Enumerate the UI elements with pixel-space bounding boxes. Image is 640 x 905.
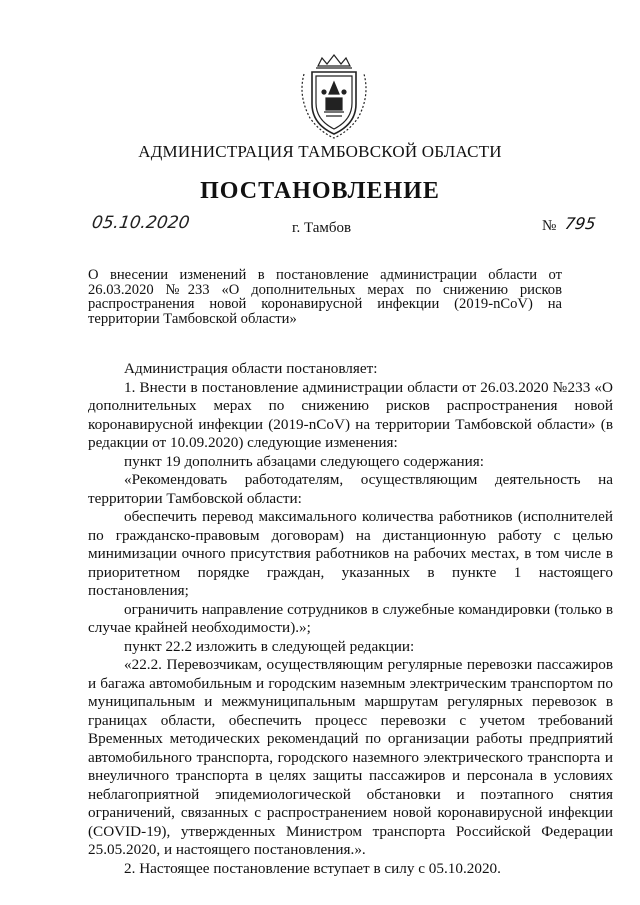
document-date: 05.10.2020	[90, 213, 191, 233]
coat-of-arms-icon	[296, 52, 372, 140]
paragraph-remote-work: обеспечить перевод максимального количества работников (исполнителей по гражданско-правовым договорам) на дистанционную работу с целью минимизации очного присутствия работников на рабочих местах, в том числе в приоритетном порядке граждан, указанных в пункте 1 настоящего постановления;	[88, 508, 613, 599]
paragraph-business-trips: ограничить направление сотрудников в служебные командировки (только в случае крайней необходимости).»;	[88, 600, 613, 636]
document-title: О внесении изменений в постановление администрации области от 26.03.2020 №233 «О дополнительных мерах по снижению рисков распространения новой коронавирусной инфекции (2019-nCoV) на территории Тамбовской области»	[88, 267, 562, 327]
paragraph-recommend: «Рекомендовать работодателям, осуществляющим деятельность на территории Тамбовской области:	[88, 471, 613, 507]
paragraph-item-22-2: «22.2. Перевозчикам, осуществляющим регулярные перевозки пассажиров и багажа автомобильным и городским наземным электрическим транспортом по муниципальным и межмуниципальным маршрутам регулярных перевозок в границах области, обеспечить процесс перевозки с учетом требований Временных методических рекомендаций по организации работы предприятий автомобильного транспорта, городского наземного электрического транспорта и внеуличного транспорта в целях защиты пассажиров и персонала в условиях неблагоприятной эпидемиологической обстановки и поэтапного снятия ограничений, связанных с распространением новой коронавирусной инфекции (COVID-19), утвержденных Министром транспорта Российской Федерации 25.05.2020, и настоящего постановления.».	[88, 656, 613, 858]
document-type: ПОСТАНОВЛЕНИЕ	[200, 178, 440, 204]
paragraph-item-19-intro: пункт 19 дополнить абзацами следующего содержания:	[124, 452, 484, 470]
document-number-label: №	[542, 218, 557, 234]
paragraph-preamble: Администрация области постановляет:	[124, 360, 378, 377]
document-city: г. Тамбов	[292, 220, 352, 236]
paragraph-item-1: 1. Внести в постановление администрации области от 26.03.2020 №233 «О дополнительных мерах по снижению рисков распространения новой коронавирусной инфекции (2019-nCoV) на территории Тамбовской области» (в редакции от 10.09.2020) следующие изменения:	[88, 378, 613, 451]
document-body	[88, 360, 613, 878]
document-number: 795	[563, 214, 597, 233]
organization-name: АДМИНИСТРАЦИЯ ТАМБОВСКОЙ ОБЛАСТИ	[138, 142, 502, 161]
paragraph-item-22-2-intro: пункт 22.2 изложить в следующей редакции:	[124, 637, 415, 655]
paragraph-item-2: 2. Настоящее постановление вступает в силу с 05.10.2020.	[124, 859, 501, 877]
